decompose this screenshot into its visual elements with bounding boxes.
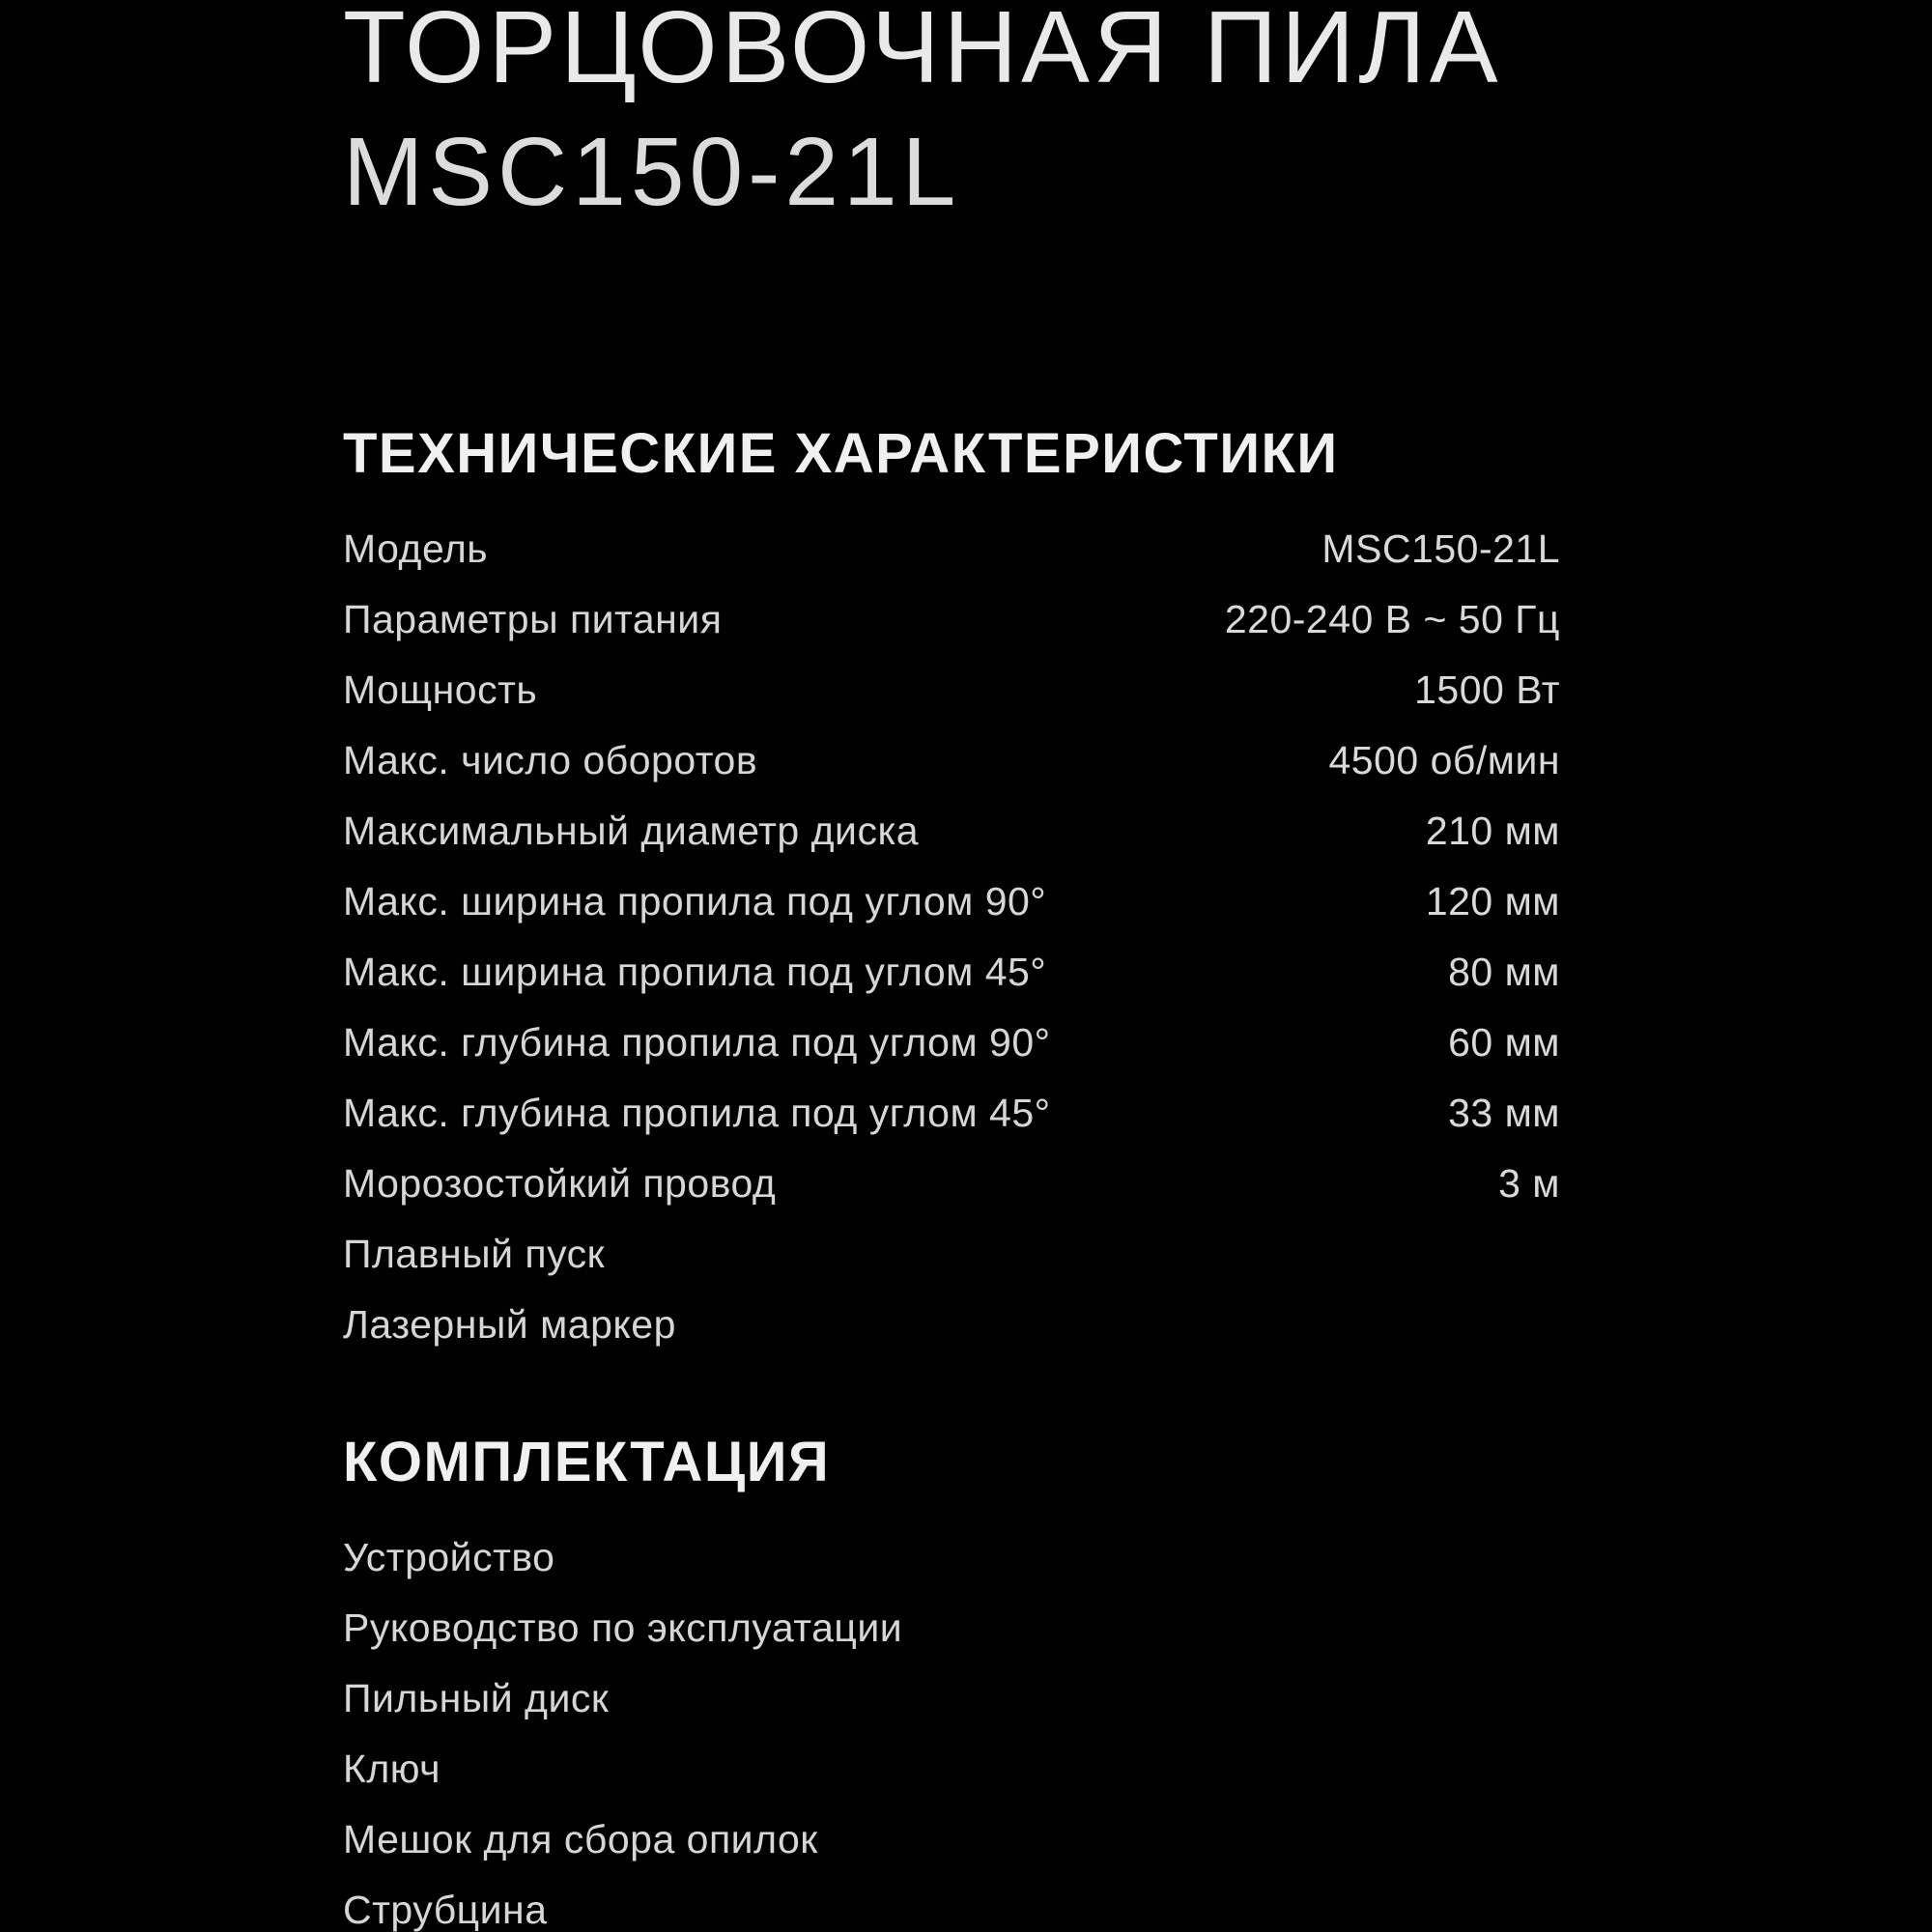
spec-value: 220-240 В ~ 50 Гц: [1224, 597, 1560, 641]
spec-value: 33 мм: [1448, 1091, 1560, 1135]
spec-label: Макс. число оборотов: [343, 738, 758, 782]
spec-value: MSC150-21L: [1321, 526, 1560, 571]
spec-label: Плавный пуск: [343, 1232, 606, 1276]
spec-row: [343, 867, 1560, 937]
spec-label: Макс. ширина пропила под углом 90°: [343, 879, 1047, 923]
spec-value: 4500 об/мин: [1328, 738, 1560, 782]
spec-row: [343, 514, 1560, 584]
package-item: Мешок для сбора опилок: [343, 1817, 818, 1861]
spec-value: 120 мм: [1425, 879, 1560, 923]
spec-row: [343, 1290, 1560, 1360]
spec-row: [343, 1078, 1560, 1149]
product-title: ТОРЦОВОЧНАЯ ПИЛА: [343, 0, 1502, 104]
spec-row: [343, 1008, 1560, 1078]
product-model: MSC150-21L: [343, 118, 961, 226]
package-item: Пильный диск: [343, 1676, 610, 1720]
spec-label: Параметры питания: [343, 597, 723, 641]
package-section-heading: КОМПЛЕКТАЦИЯ: [343, 1431, 831, 1493]
spec-row: [343, 584, 1560, 655]
spec-row: [343, 655, 1560, 725]
spec-label: Максимальный диаметр диска: [343, 809, 920, 853]
spec-value: 210 мм: [1425, 809, 1560, 853]
spec-row: [343, 937, 1560, 1008]
package-item: Устройство: [343, 1535, 555, 1579]
package-item: Струбцина: [343, 1888, 548, 1932]
package-item: Ключ: [343, 1747, 441, 1791]
spec-row: [343, 725, 1560, 796]
spec-label: Макс. ширина пропила под углом 45°: [343, 950, 1047, 994]
spec-label: Морозостойкий провод: [343, 1161, 777, 1206]
spec-label: Макс. глубина пропила под углом 45°: [343, 1091, 1051, 1135]
spec-label: Мощность: [343, 668, 538, 712]
package-item: Руководство по эксплуатации: [343, 1605, 903, 1650]
spec-label: Модель: [343, 526, 489, 571]
spec-value: 60 мм: [1448, 1020, 1560, 1065]
spec-value: 80 мм: [1448, 950, 1560, 994]
spec-value: 1500 Вт: [1414, 668, 1560, 712]
spec-label: Лазерный маркер: [343, 1302, 676, 1347]
specs-section-heading: ТЕХНИЧЕСКИЕ ХАРАКТЕРИСТИКИ: [343, 422, 1339, 485]
content-column: [343, 0, 1560, 1932]
spec-row: [343, 1219, 1560, 1290]
spec-value: 3 м: [1498, 1161, 1560, 1206]
spec-list: [343, 514, 1560, 1360]
package-list: [343, 1522, 1560, 1932]
spec-label: Макс. глубина пропила под углом 90°: [343, 1020, 1051, 1065]
spec-row: [343, 796, 1560, 867]
spec-row: [343, 1149, 1560, 1219]
